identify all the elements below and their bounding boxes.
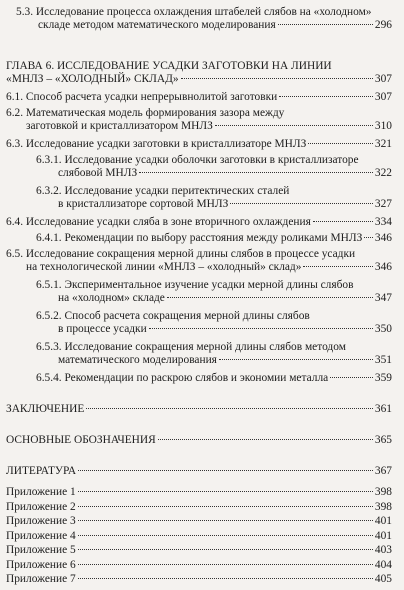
toc-entry-text: 6.4. Исследование усадки сляба в зоне вторичного охлаждения bbox=[6, 216, 311, 228]
dot-leader bbox=[219, 359, 373, 360]
toc-entry-6-5 bbox=[6, 248, 392, 274]
dot-leader bbox=[78, 578, 373, 579]
page-number: 403 bbox=[374, 544, 392, 556]
page-number: 398 bbox=[374, 500, 392, 513]
dot-leader bbox=[308, 143, 373, 144]
toc-entry-appendix-7 bbox=[6, 573, 392, 586]
toc-entry-text: 6.5.1. Экспериментальное изучение усадки мерной длины слябов bbox=[36, 279, 354, 291]
dot-leader bbox=[181, 78, 373, 79]
toc-entry-6-3 bbox=[6, 138, 392, 151]
toc-entry-6-4 bbox=[6, 216, 392, 229]
toc-entry-chapter-6 bbox=[6, 60, 392, 86]
toc-entry-text-cont: математического моделирования bbox=[58, 354, 217, 366]
toc-entry-6-4-1 bbox=[36, 232, 392, 245]
dot-leader bbox=[279, 96, 373, 97]
dot-leader bbox=[158, 439, 373, 440]
toc-entry-text: 6.5.2. Способ расчета сокращения мерной длины слябов bbox=[36, 310, 310, 322]
toc-entry-text-cont: складе методом математического моделирования bbox=[38, 19, 276, 31]
dot-leader bbox=[278, 24, 373, 25]
toc-entry-notation bbox=[6, 434, 392, 447]
page-number: 405 bbox=[374, 573, 392, 585]
page-number: 401 bbox=[374, 515, 392, 527]
toc-entry-text: Приложение 1 bbox=[6, 486, 76, 498]
toc-entry-text-cont: заготовкой и кристаллизатором МНЛЗ bbox=[26, 120, 213, 132]
page-number: 296 bbox=[374, 19, 392, 31]
toc-entry-6-2 bbox=[6, 107, 392, 133]
toc-entry-text-cont: в кристаллизаторе сортовой МНЛЗ bbox=[58, 198, 229, 210]
page-number: 367 bbox=[374, 465, 392, 477]
dot-leader bbox=[149, 328, 373, 329]
chapter-title-cont: «МНЛЗ – «ХОЛОДНЫЙ» СКЛАД» bbox=[6, 73, 179, 85]
page-number: 327 bbox=[374, 198, 392, 210]
page-number: 401 bbox=[374, 529, 392, 542]
dot-leader bbox=[139, 172, 373, 173]
toc-entry-appendix-3 bbox=[6, 515, 392, 528]
toc-entry-5-3 bbox=[16, 6, 392, 32]
toc-entry-6-5-1 bbox=[36, 279, 392, 305]
toc-entry-appendix-1 bbox=[6, 486, 392, 499]
page-number: 347 bbox=[374, 292, 392, 304]
toc-entry-6-5-4 bbox=[36, 372, 392, 385]
page-number: 334 bbox=[374, 216, 392, 228]
toc-entry-text: 5.3. Исследование процесса охлаждения штабелей слябов на «холодном» bbox=[16, 6, 372, 18]
dot-leader bbox=[78, 549, 373, 550]
toc-entry-text-cont: на технологической линии «МНЛЗ – «холодный» склад» bbox=[26, 261, 302, 273]
toc-entry-text: 6.2. Математическая модель формирования зазора между bbox=[6, 107, 285, 119]
toc-entry-literature bbox=[6, 465, 392, 478]
toc-entry-text-cont: слябовой МНЛЗ bbox=[58, 167, 138, 179]
page-number: 359 bbox=[374, 372, 392, 384]
dot-leader bbox=[78, 506, 373, 507]
toc-entry-text: ЛИТЕРАТУРА bbox=[6, 465, 77, 477]
toc-entry-text: Приложение 2 bbox=[6, 500, 76, 513]
toc-entry-text: ОСНОВНЫЕ ОБОЗНАЧЕНИЯ bbox=[6, 434, 156, 446]
page-number: 307 bbox=[374, 73, 392, 85]
page-number: 350 bbox=[374, 323, 392, 335]
dot-leader bbox=[78, 470, 373, 471]
toc-entry-text: 6.3.2. Исследование усадки перитектических сталей bbox=[36, 185, 290, 197]
dot-leader bbox=[364, 237, 373, 238]
dot-leader bbox=[215, 125, 373, 126]
page-number: 346 bbox=[374, 232, 392, 244]
dot-leader bbox=[303, 266, 372, 267]
toc-entry-text: 6.3.1. Исследование усадки оболочки заготовки в кристаллизаторе bbox=[36, 154, 359, 166]
toc-entry-6-5-3 bbox=[36, 341, 392, 367]
dot-leader bbox=[78, 535, 373, 536]
toc-entry-appendix-2 bbox=[6, 501, 392, 514]
page-number: 351 bbox=[374, 354, 392, 366]
toc-entry-6-3-2 bbox=[36, 185, 392, 211]
page-number: 307 bbox=[374, 91, 392, 103]
dot-leader bbox=[78, 564, 373, 565]
dot-leader bbox=[78, 520, 373, 521]
toc-entry-appendix-4 bbox=[6, 530, 392, 543]
toc-entry-6-3-1 bbox=[36, 154, 392, 180]
dot-leader bbox=[167, 297, 373, 298]
page-number: 404 bbox=[374, 558, 392, 571]
toc-entry-conclusion bbox=[6, 403, 392, 416]
dot-leader bbox=[313, 221, 373, 222]
dot-leader bbox=[230, 203, 373, 204]
toc-entry-text: Приложение 6 bbox=[6, 558, 76, 571]
page-number: 398 bbox=[374, 486, 392, 498]
toc-entry-6-1 bbox=[6, 91, 392, 104]
toc-entry-text: Приложение 5 bbox=[6, 544, 76, 556]
toc-entry-text: 6.1. Способ расчета усадки непрерывнолитой заготовки bbox=[6, 91, 278, 103]
toc-entry-6-5-2 bbox=[36, 310, 392, 336]
chapter-title: ГЛАВА 6. ИССЛЕДОВАНИЕ УСАДКИ ЗАГОТОВКИ НА ЛИНИИ bbox=[6, 60, 332, 72]
toc-entry-text: Приложение 3 bbox=[6, 515, 76, 527]
dot-leader bbox=[78, 491, 373, 492]
toc-entry-text: Приложение 4 bbox=[6, 529, 76, 542]
page-number: 361 bbox=[374, 403, 392, 415]
toc-entry-text: ЗАКЛЮЧЕНИЕ bbox=[6, 403, 85, 415]
toc-entry-appendix-5 bbox=[6, 544, 392, 557]
toc-entry-text: 6.3. Исследование усадки заготовки в кристаллизаторе МНЛЗ bbox=[6, 138, 307, 150]
toc-entry-text-cont: в процессе усадки bbox=[58, 323, 147, 335]
page-number: 365 bbox=[374, 434, 392, 446]
toc-entry-text: 6.5.4. Рекомендации по раскрою слябов и экономии металла bbox=[36, 372, 329, 384]
page-number: 322 bbox=[374, 167, 392, 179]
page-number: 346 bbox=[374, 261, 392, 273]
toc-entry-text: Приложение 7 bbox=[6, 573, 76, 585]
toc-entry-text: 6.5.3. Исследование сокращения мерной длины слябов методом bbox=[36, 341, 346, 353]
toc-entry-text-cont: на «холодном» складе bbox=[58, 292, 165, 304]
toc-entry-text: 6.5. Исследование сокращения мерной длины слябов в процессе усадки bbox=[6, 248, 356, 260]
dot-leader bbox=[86, 408, 373, 409]
page-number: 310 bbox=[374, 120, 392, 132]
dot-leader bbox=[330, 377, 373, 378]
toc-entry-appendix-6 bbox=[6, 559, 392, 572]
page-number: 321 bbox=[374, 138, 392, 150]
toc-entry-text: 6.4.1. Рекомендации по выбору расстояния между роликами МНЛЗ bbox=[36, 232, 363, 244]
